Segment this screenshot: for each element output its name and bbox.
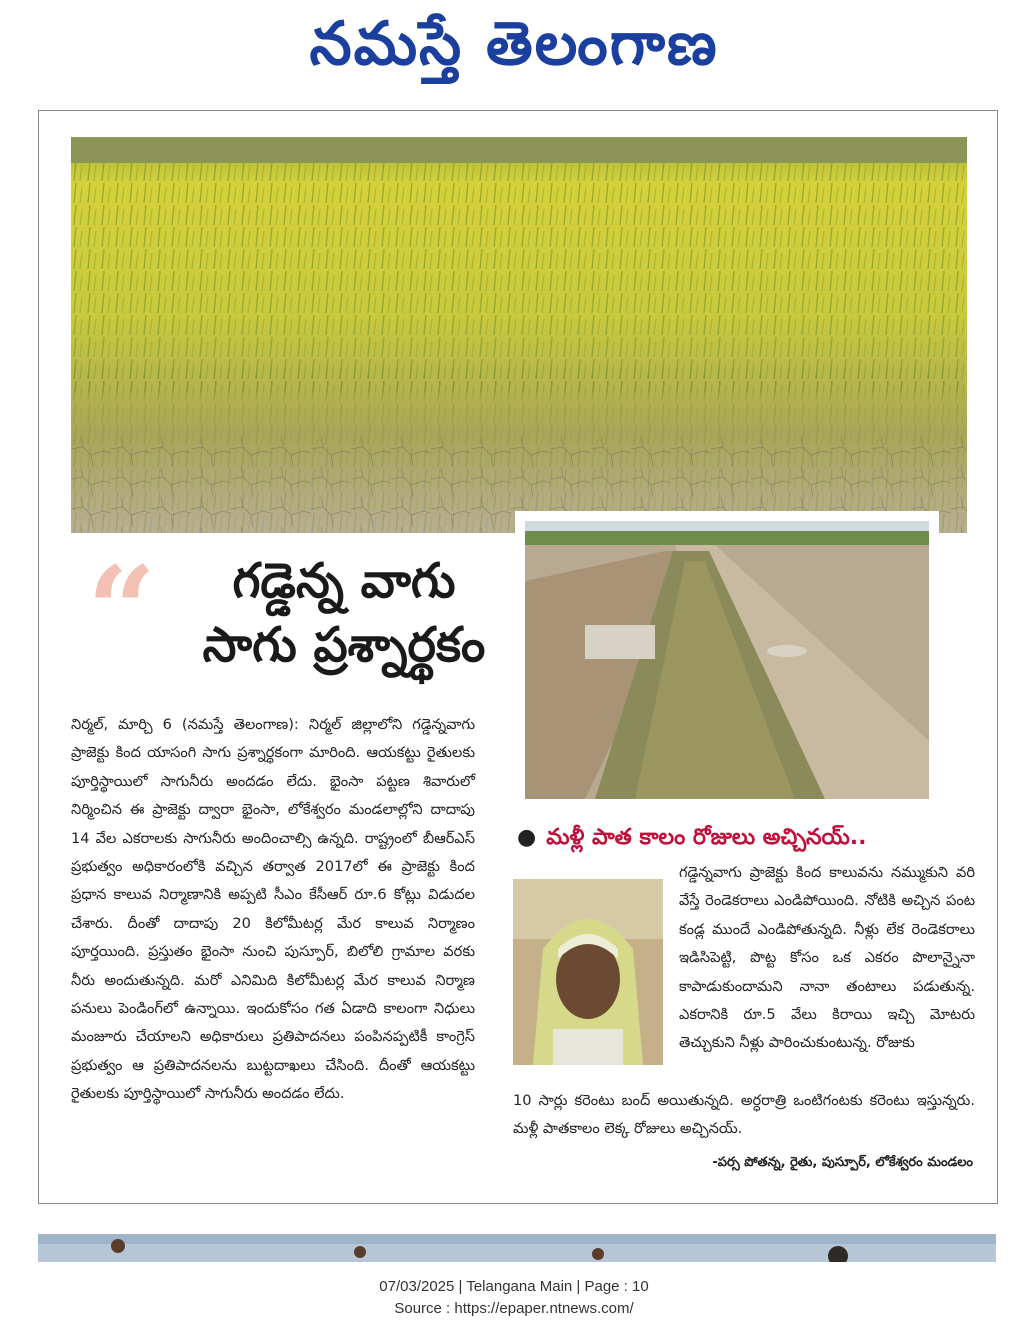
subhead-text: మళ్లీ పాత కాలం రోజులు అచ్చినయ్..	[546, 825, 867, 850]
footer-source-link[interactable]: Source : https://epaper.ntnews.com/	[394, 1300, 634, 1317]
farmer-quote-text: గడ్డెన్నవాగు ప్రాజెక్టు కింద కాలువను నమ్ముకుని వరి వేస్తే రెండెకరాలు ఎండిపోయింది. నోటికి అచ్చిన పంట కండ్ల ముందే ఎండిపోతున్నది. నీళ్లు లేక రెండెకరాలు ఇడిసిపెట్టి, పొట్ట కోసం ఒక ఎకరం పొలాన్నైనా కాపాడుకుందామని నానా తంటాలు పడుతున్న. ఎకరానికి రూ.5 వేలు కిరాయి ఇచ్చి మోటరు తెచ్చుకుని నీళ్లు పారించుకుంటున్న. రోజుకు	[679, 864, 975, 1052]
farmer-portrait	[513, 879, 663, 1065]
canal-photo	[515, 511, 939, 809]
quote-mark-icon: “	[87, 540, 157, 681]
quote-attribution: -పర్స పోతన్న, రైతు, పుస్పూర్, లోకేశ్వరం మండలం	[712, 1155, 973, 1170]
article-body: నిర్మల్, మార్చి 6 (నమస్తే తెలంగాణ): నిర్మల్ జిల్లాలోని గడ్డెన్నవాగు ప్రాజెక్టు కింద యాసంగి సాగు ప్రశ్నార్థకంగా మారింది. ఆయకట్టు రైతులకు పూర్తిస్థాయిలో సాగునీరు అందడం లేదు. భైంసా పట్టణ శివారులో నిర్మించిన ఈ ప్రాజెక్టు ద్వారా భైంసా, లోకేశ్వరం మండలాల్లోని దాదాపు 14 వేల ఎకరాలకు సాగునీరు అందించాల్సి ఉన్నది. రాష్ట్రంలో బీఆర్ఎస్ ప్రభుత్వం అధికారంలోకి వచ్చిన తర్వాత 2017లో ఈ ప్రాజెక్టు కింద ప్రధాన కాలువ నిర్మాణానికి అప్పటి సీఎం కేసీఆర్ రూ.6 కోట్లు విడుదల చేశారు. దీంతో దాదాపు 20 కిలోమీటర్ల మేర కాలువ నిర్మాణం పూర్తయింది. ప్రస్తుతం భైంసా నుంచి పుస్పూర్, బిలోలి గ్రామాల వరకు నీరు అందుతున్నది. మరో ఎనిమిది కిలోమీటర్ల మేర కాలువ నిర్మాణ పనులు పెండింగ్‌లో ఉన్నాయి. ఇందుకోసం గత ఏడాది కాలంగా నిధులు మంజూరు చేయాలని అధికారులు ప్రతిపాదనలు పంపినప్పటికీ కాంగ్రెస్ ప్రభుత్వం ఆ ప్రతిపాదనలను బుట్టదాఖలు చేసింది. దీంతో ఆయకట్టు రైతులకు పూర్తిస్థాయిలో సాగునీరు అందడం లేదు.	[71, 716, 475, 1103]
page-footer	[0, 1276, 1028, 1320]
article-frame	[38, 110, 998, 1204]
farmer-quote-continued: 10 సార్లు కరెంటు బంద్ అయితున్నది. అర్ధరాత్రి ఒంటిగంటకు కరెంటు ఇస్తున్నరు. మళ్లీ పాతకాలం లెక్క రోజులు అచ్చినయ్.	[513, 1092, 975, 1138]
masthead-title: నమస్తే తెలంగాణ	[309, 9, 719, 79]
article-headline	[179, 549, 509, 677]
footer-edition-info: 07/03/2025 | Telangana Main | Page : 10	[379, 1278, 649, 1295]
next-article-photo-strip	[38, 1234, 996, 1262]
paddy-field-photo	[71, 137, 967, 533]
headline-line-1: గడ్డెన్న వాగు	[232, 553, 456, 609]
farmer-quote-heading	[517, 821, 977, 855]
bullet-icon: ●	[517, 825, 537, 850]
headline-line-2: సాగు ప్రశ్నార్థకం	[202, 617, 486, 673]
